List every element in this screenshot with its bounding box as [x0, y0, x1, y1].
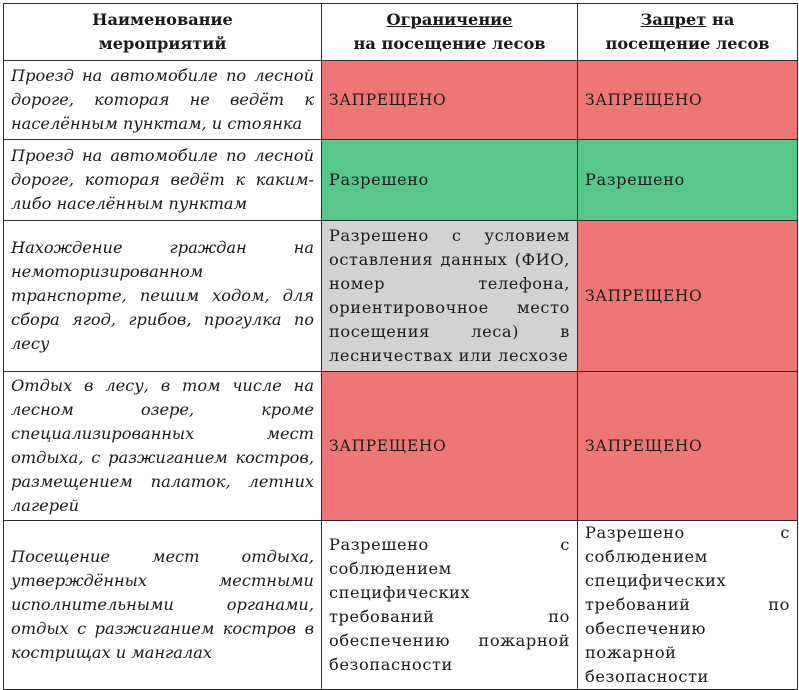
table-row — [4, 61, 798, 140]
activity-cell: Посещение мест отдыха, утверждённых местными исполнительными органами, отдых с разжиганием костров в кострищах и мангалах — [4, 521, 322, 690]
header-activity-line2: мероприятий — [98, 34, 227, 53]
activity-cell: Проезд на автомобиле по лесной дороге, которая ведёт к каким-либо населённым пунктам — [4, 140, 322, 221]
table-row — [4, 221, 798, 372]
table-row — [4, 372, 798, 521]
restriction-cell-conditional: Разрешено с условием оставления данных (ФИО, номер телефона, ориентировочное место посещения леса) в лесничествах или лесхозе — [322, 221, 578, 372]
activity-cell: Отдых в лесу, в том числе на лесном озере, кроме специализированных мест отдыха, с разжиганием костров, размещением палаток, летних лагерей — [4, 372, 322, 521]
ban-cell-allowed: Разрешено — [578, 140, 798, 221]
header-activity — [4, 4, 322, 61]
ban-cell-conditional: Разрешено с соблюдением специфических требований по обеспечению пожарной безопасности — [578, 521, 798, 690]
table-row — [4, 140, 798, 221]
header-activity-line1: Наименование — [92, 10, 233, 29]
ban-cell-banned: ЗАПРЕЩЕНО — [578, 372, 798, 521]
restriction-cell-allowed: Разрешено — [322, 140, 578, 221]
activity-cell: Проезд на автомобиле по лесной дороге, которая не ведёт к населённым пунктам, и стоянка — [4, 61, 322, 140]
restriction-cell-banned: ЗАПРЕЩЕНО — [322, 61, 578, 140]
header-restriction — [322, 4, 578, 61]
restriction-cell-banned: ЗАПРЕЩЕНО — [322, 372, 578, 521]
header-restriction-line2: на посещение лесов — [353, 34, 546, 53]
ban-cell-banned: ЗАПРЕЩЕНО — [578, 221, 798, 372]
forest-access-table — [3, 3, 798, 690]
header-ban-rest: на — [706, 10, 735, 29]
ban-cell-banned: ЗАПРЕЩЕНО — [578, 61, 798, 140]
header-row — [4, 4, 798, 61]
header-ban-word: Запрет — [640, 10, 707, 29]
table-row — [4, 521, 798, 690]
header-ban — [578, 4, 798, 61]
header-ban-line2: посещение лесов — [605, 34, 770, 53]
header-restriction-line1: Ограничение — [386, 10, 513, 29]
activity-cell: Нахождение граждан на немоторизированном транспорте, пешим ходом, для сбора ягод, грибов, прогулка по лесу — [4, 221, 322, 372]
restriction-cell-conditional: Разрешено с соблюдением специфических требований по обеспечению пожарной безопасности — [322, 521, 578, 690]
